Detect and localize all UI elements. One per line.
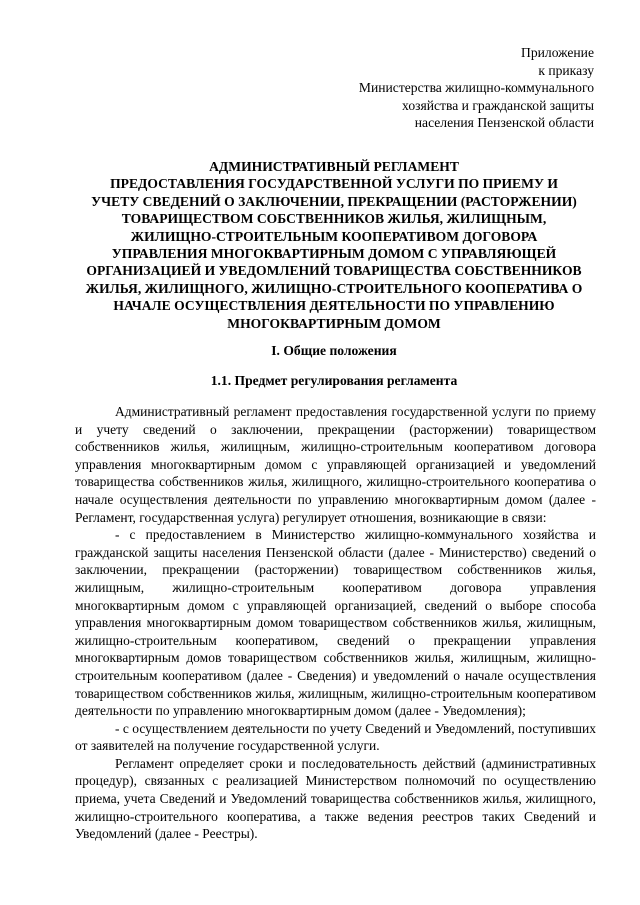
document-body: [75, 403, 596, 843]
section-heading-general: I. Общие положения: [271, 343, 397, 358]
appendix-line: к приказу: [538, 62, 594, 78]
appendix-line: хозяйства и гражданской защиты: [402, 97, 594, 113]
appendix-line: Приложение: [521, 45, 594, 60]
body-paragraph: Регламент определяет сроки и последовательность действий (административных процедур), связанных с реализацией Министерством полномочий по осуществлению приема, учета Сведений и Уведомлений товарищества собственников жилья, жилищного, жилищно-строительного кооператива, а также ведения реестров таких Сведений и Уведомлений (далее - Реестры).: [75, 755, 596, 842]
title-line: ПРЕДОСТАВЛЕНИЯ ГОСУДАРСТВЕННОЙ УСЛУГИ ПО ПРИЕМУ И: [110, 176, 558, 192]
title-line: ЖИЛЬЯ, ЖИЛИЩНОГО, ЖИЛИЩНО-СТРОИТЕЛЬНОГО КООПЕРАТИВА О: [85, 280, 583, 296]
body-paragraph: - с предоставлением в Министерство жилищно-коммунального хозяйства и гражданской защиты населения Пензенской области (далее - Министерство) сведений о заключении, прекращении (расторжении) товариществом собственников жилья, жилищным, жилищно-строительным кооперативом договора управления многоквартирным домом с управляющей организацией, сведений о выборе способа управления многоквартирным домом товариществом собственников жилья, жилищным, жилищно-строительным кооперативом, сведений о прекращении управления многоквартирным домов товариществом собственников жилья, жилищным, жилищно-строительным кооперативом (далее - Сведения) и уведомлений о начале осуществления товариществом собственников жилья, жилищным, жилищно-строительным кооперативом деятельности по управлению многоквартирным домом (далее - Уведомления);: [75, 527, 596, 719]
body-paragraph: Административный регламент предоставления государственной услуги по приему и учету сведений о заключении, прекращении (расторжении) товариществом собственников жилья, жилищным, жилищно-строительным кооперативом договора управления многоквартирным домом с управляющей организацией и уведомлений товарищества собственников жилья, жилищного, жилищно-строительного кооператива о начале осуществления деятельности по управлению многоквартирным домом (далее - Регламент, государственная услуга) регулирует отношения, возникающие в связи:: [75, 404, 596, 525]
title-line: УЧЕТУ СВЕДЕНИЙ О ЗАКЛЮЧЕНИИ, ПРЕКРАЩЕНИИ (РАСТОРЖЕНИИ): [91, 193, 577, 209]
appendix-line: населения Пензенской области: [414, 115, 594, 131]
title-line: ЖИЛИЩНО-СТРОИТЕЛЬНЫМ КООПЕРАТИВОМ ДОГОВОРА: [130, 228, 538, 244]
title-line: УПРАВЛЕНИЯ МНОГОКВАРТИРНЫМ ДОМОМ С УПРАВЛЯЮЩЕЙ: [111, 246, 557, 262]
title-line: ТОВАРИЩЕСТВОМ СОБСТВЕННИКОВ ЖИЛЬЯ, ЖИЛИЩНЫМ,: [121, 211, 547, 227]
appendix-line: Министерства жилищно-коммунального: [358, 80, 594, 96]
title-line: АДМИНИСТРАТИВНЫЙ РЕГЛАМЕНТ: [209, 159, 459, 174]
section-heading-subject: 1.1. Предмет регулирования регламента: [210, 373, 458, 388]
document-title: [64, 158, 604, 332]
appendix-block: [334, 44, 594, 132]
title-line: МНОГОКВАРТИРНЫМ ДОМОМ: [227, 315, 441, 331]
title-line: НАЧАЛЕ ОСУЩЕСТВЛЕНИЯ ДЕЯТЕЛЬНОСТИ ПО УПРАВЛЕНИЮ: [113, 298, 555, 314]
body-paragraph: - с осуществлением деятельности по учету Сведений и Уведомлений, поступивших от заявителей на получение государственной услуги.: [75, 720, 596, 754]
title-line: ОРГАНИЗАЦИЕЙ И УВЕДОМЛЕНИЙ ТОВАРИЩЕСТВА СОБСТВЕННИКОВ: [86, 263, 582, 279]
